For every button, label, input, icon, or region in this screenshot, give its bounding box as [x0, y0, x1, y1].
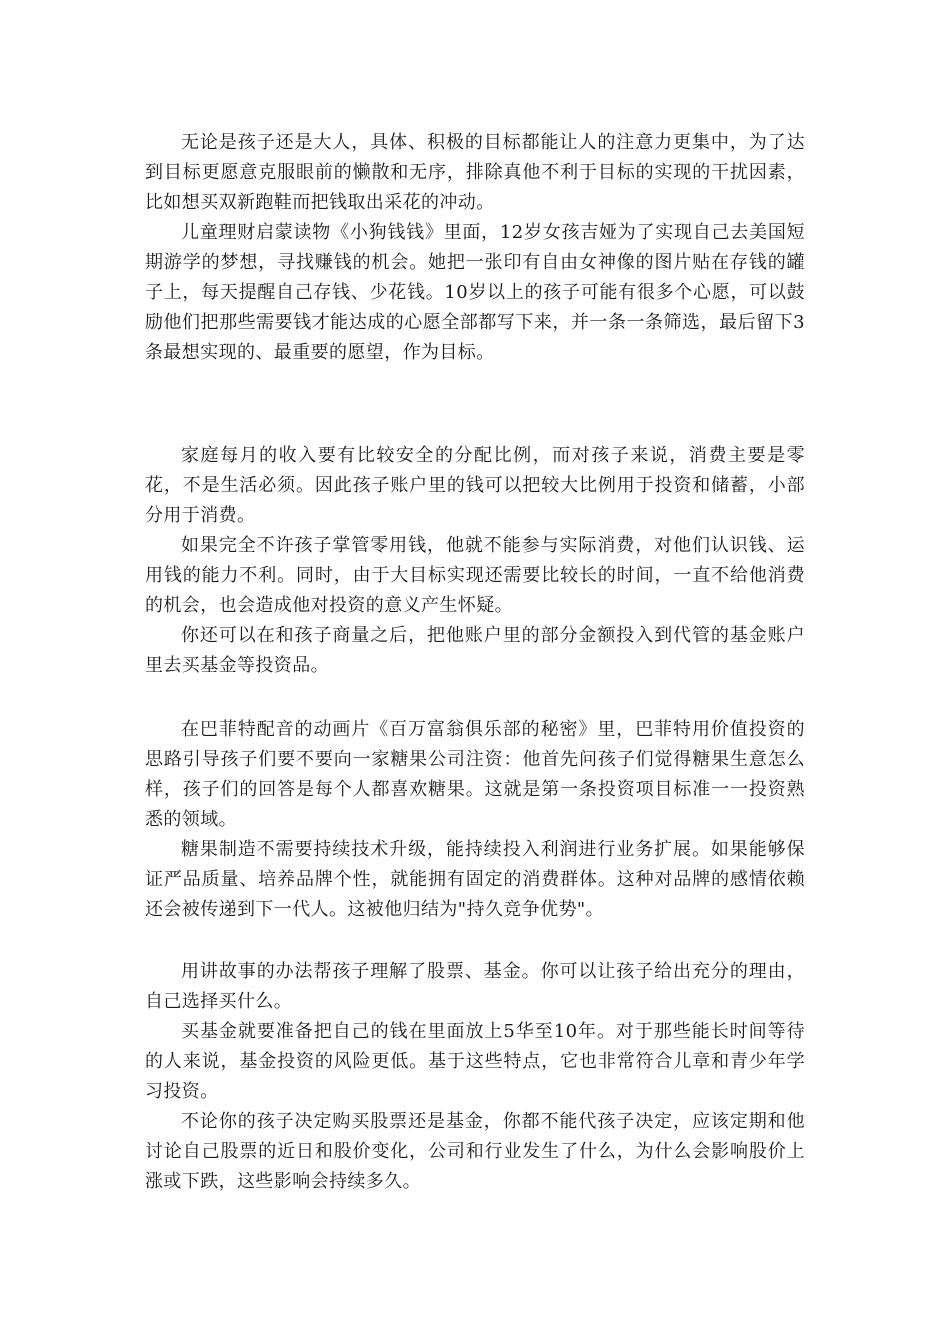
section-allocation	[145, 441, 805, 681]
paragraph: 家庭每月的收入要有比较安全的分配比例，而对孩子来说，消费主要是零花，不是生活必须。因此孩子账户里的钱可以把较大比例用于投资和储蓄，小部分用于消费。	[145, 445, 805, 526]
section-spacer	[145, 925, 805, 957]
paragraph: 无论是孩子还是大人，具体、积极的目标都能让人的注意力更集中，为了达到目标更愿意克服眼前的懒散和无序，排除真他不利于目标的实现的干扰因素，比如想买双新跑鞋而把钱取出采花的冲动。	[145, 132, 805, 213]
section-spacer	[145, 368, 805, 441]
paragraph: 不论你的孩子决定购买股票还是基金，你都不能代孩子决定，应该定期和他讨论自己股票的近日和股价变化，公司和行业发生了什么，为什么会影响股价上涨或下跌，这些影响会持续多久。	[145, 1111, 805, 1192]
paragraph: 儿童理财启蒙读物《小狗钱钱》里面，12岁女孩吉娅为了实现自己去美国短期游学的梦想，寻找赚钱的机会。她把一张印有自由女神像的图片贴在存钱的罐子上，每天提醒自己存钱、少花钱。10岁以上的孩子可能有很多个心愿，可以鼓励他们把那些需要钱才能达成的心愿全部都写下来，并一条一条筛选，最后留下3条最想实现的、最重要的愿望，作为目标。	[145, 222, 805, 363]
section-stocks-funds	[145, 957, 805, 1197]
paragraph: 用讲故事的办法帮孩子理解了股票、基金。你可以让孩子给出充分的理由，自己选择买什么。	[145, 961, 805, 1012]
section-spacer	[145, 681, 805, 715]
section-buffett	[145, 715, 805, 925]
paragraph: 买基金就要准备把自己的钱在里面放上5华至10年。对于那些能长时间等待的人来说，基金投资的风险更低。基于这些特点，它也非常符合儿章和青少年学习投资。	[145, 1021, 805, 1102]
document-body	[145, 128, 805, 1197]
paragraph: 你还可以在和孩子商量之后，把他账户里的部分金额投入到代管的基金账户里去买基金等投资品。	[145, 625, 805, 676]
paragraph: 如果完全不许孩子掌管零用钱，他就不能参与实际消费，对他们认识钱、运用钱的能力不利。同时，由于大目标实现还需要比较长的时间，一直不给他消费的机会，也会造成他对投资的意义产生怀疑。	[145, 535, 805, 616]
paragraph: 糖果制造不需要持续技术升级，能持续投入利润进行业务扩展。如果能够保证严品质量、培养品牌个性，就能拥有固定的消费群体。这种对品牌的感情依赖还会被传递到下一代人。这被他归结为"持久竞争优势"。	[145, 839, 805, 920]
section-goals	[145, 128, 805, 368]
paragraph: 在巴菲特配音的动画片《百万富翁俱乐部的秘密》里，巴菲特用价值投资的思路引导孩子们要不要向一家糖果公司注资：他首先问孩子们觉得糖果生意怎么样，孩子们的回答是每个人都喜欢糖果。这就是第一条投资项目标准一一投资熟悉的领域。	[145, 719, 805, 830]
